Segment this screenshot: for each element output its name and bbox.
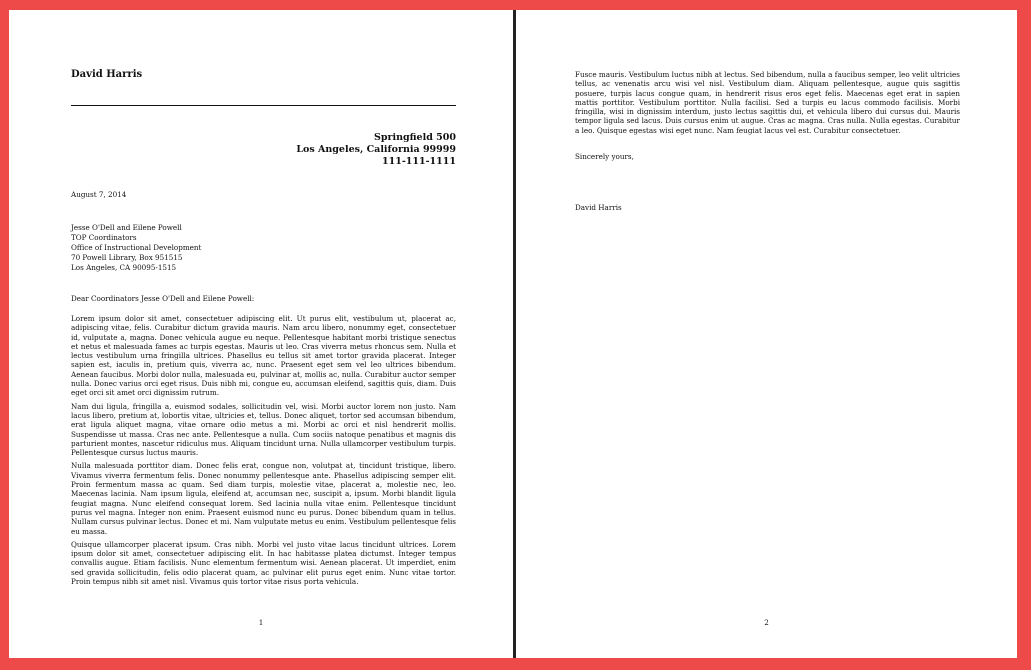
address-line: Los Angeles, California 99999 [296,144,456,155]
body-paragraph: Nam dui ligula, fringilla a, euismod sodales, sollicitudin vel, wisi. Morbi auctor lorem non justo. Nam lacus libero, pretium at, lobortis vitae, ultricies et, tellus. Donec aliquet, tortor sed accumsan bibendum, erat ligula aliquet magna, vitae ornare odio metus a mi. Morbi ac orci et nisl hendrerit mollis. Suspendisse ut massa. Cras nec ante. Pellentesque a nulla. Cum sociis natoque penatibus et magnis dis parturient montes, nascetur ridiculus mus. Aliquam tincidunt urna. Nulla ullamcorper vestibulum turpis. Pellentesque cursus luctus mauris. [71,401,456,458]
recipient-line: Office of Instructional Development [71,243,202,252]
body-paragraph: Lorem ipsum dolor sit amet, consectetuer adipiscing elit. Ut purus elit, vestibulum ut, placerat ac, adipiscing vitae, felis. Curabitur dictum gravida mauris. Nam arcu libero, nonummy eget, consectetuer id, vulputate a, magna. Donec vehicula augue eu neque. Pellentesque habitant morbi tristique senectus et netus et malesuada fames ac turpis egestas. Mauris ut leo. Cras viverra metus rhoncus sem. Nulla et lectus vestibulum urna fringilla ultrices. Phasellus eu tellus sit amet tortor gravida placerat. Integer sapien est, iaculis in, pretium quis, viverra ac, nunc. Praesent eget sem vel leo ultrices bibendum. Aenean faucibus. Morbi dolor nulla, malesuada eu, pulvinar at, mollis ac, nulla. Curabitur auctor semper nulla. Donec varius orci eget risus. Duis nibh mi, congue eu, accumsan eleifend, sagittis quis, diam. Duis eget orci sit amet orci dignissim rutrum. [71,314,456,398]
sender-name: David Harris [71,69,143,80]
sender-address [209,132,456,168]
recipient-line: Los Angeles, CA 90095-1515 [71,263,177,272]
body-paragraph: Quisque ullamcorper placerat ipsum. Cras nibh. Morbi vel justo vitae lacus tincidunt ultrices. Lorem ipsum dolor sit amet, consectetuer adipiscing elit. In hac habitasse platea dictumst. Integer tempus convallis augue. Etiam facilisis. Nunc elementum fermentum wisi. Aenean placerat. Ut imperdiet, enim sed gravida sollicitudin, felis odio placerat quam, ac pulvinar elit purus eget enim. Nunc vitae tortor. Proin tempus nibh sit amet nisl. Vivamus quis tortor vitae risus porta vehicula. [71,539,456,587]
recipient-address [71,223,201,273]
letter-date: August 7, 2014 [71,190,127,199]
body-paragraph: Nulla malesuada porttitor diam. Donec felis erat, congue non, volutpat at, tincidunt tristique, libero. Vivamus viverra fermentum felis. Donec nonummy pellentesque ante. Phasellus adipiscing semper elit. Proin fermentum massa ac quam. Sed diam turpis, molestie vitae, placerat a, molestie nec, leo. Maecenas lacinia. Nam ipsum ligula, eleifend at, accumsan nec, suscipit a, ipsum. Morbi blandit ligula feugiat magna. Nunc eleifend consequat lorem. Sed lacinia nulla vitae enim. Pellentesque tincidunt purus vel magna. Integer non enim. Praesent euismod nunc eu purus. Donec bibendum quam in tellus. Nullam cursus pulvinar lectus. Donec et mi. Nam vulputate metus eu enim. Vestibulum pellentesque felis eu massa. [71,461,456,536]
address-line: Springfield 500 [373,132,456,143]
page-number: 1 [258,618,264,627]
salutation: Dear Coordinators Jesse O'Dell and Eilene Powell: [71,294,255,303]
recipient-line: Jesse O'Dell and Eilene Powell [71,223,182,232]
letter-body [71,314,456,590]
page-number: 2 [764,618,769,627]
closing: Sincerely yours, [575,152,634,161]
page-1 [9,10,513,658]
signature: David Harris [575,203,622,212]
phone-number: 111-111-1111 [382,156,456,167]
header-rule [71,105,456,106]
page-2 [516,10,1017,658]
letter-body-continued [575,70,960,135]
recipient-line: TOP Coordinators [71,233,137,242]
recipient-line: 70 Powell Library, Box 951515 [71,253,183,262]
body-paragraph: Fusce mauris. Vestibulum luctus nibh at lectus. Sed bibendum, nulla a faucibus semper, leo velit ultricies tellus, ac venenatis arcu wisi vel nisl. Vestibulum diam. Aliquam pellentesque, augue quis sagittis posuere, turpis lacus congue quam, in hendrerit risus eros eget felis. Maecenas eget erat in sapien mattis porttitor. Vestibulum porttitor. Nulla facilisi. Sed a turpis eu lacus commodo facilisis. Morbi fringilla, wisi in dignissim interdum, justo lectus sagittis dui, et vehicula libero dui cursus dui. Mauris tempor ligula sed lacus. Duis cursus enim ut augue. Cras ac magna. Cras nulla. Nulla egestas. Curabitur a leo. Quisque egestas wisi eget nunc. Nam feugiat lacus vel est. Curabitur consectetuer. [575,70,960,135]
